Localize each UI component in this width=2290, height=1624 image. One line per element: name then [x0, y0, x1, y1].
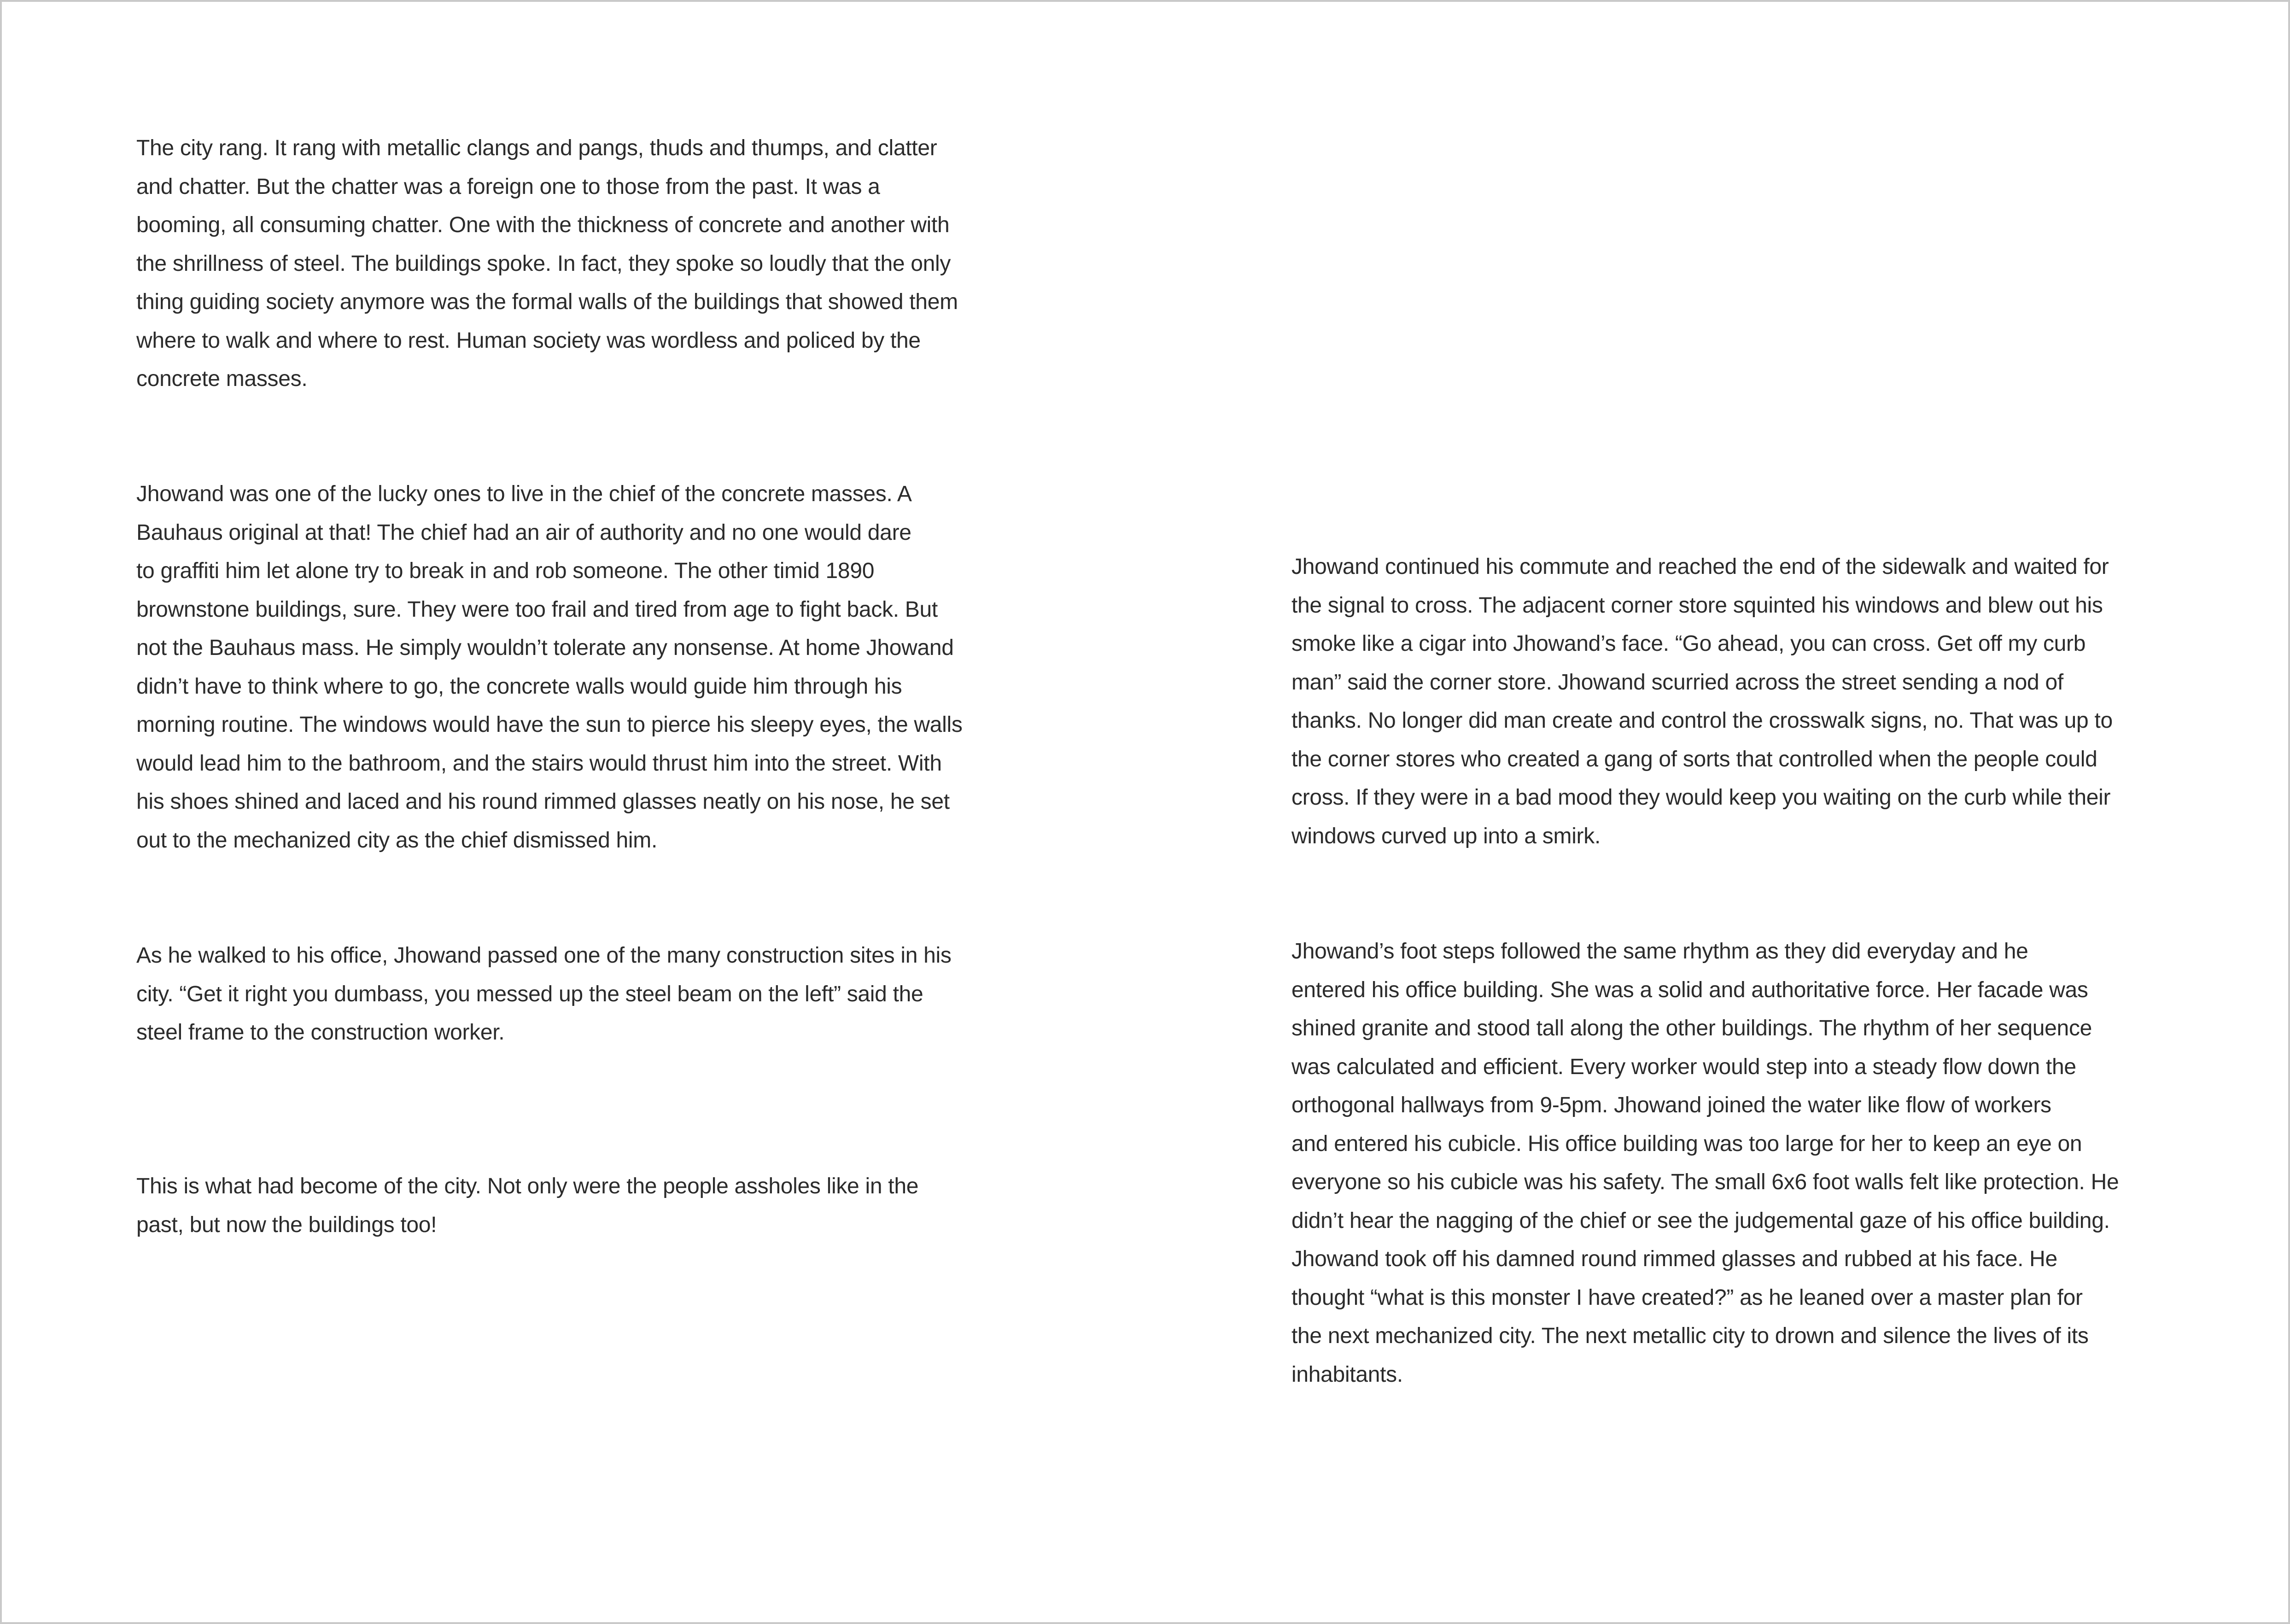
paragraph-office-building: Jhowand’s foot steps followed the same rhythm as they did everyday and he entered his office building. She was a solid and authoritative force. Her facade was shined granite and stood tall along the other buildings. The rhythm of her sequence was calculated and efficient. Every worker would step into a steady flow down the orthogonal hallways from 9-5pm. Jhowand joined the water like flow of workers and entered his cubicle. His office building was too large for her to keep an eye on everyone so his cubicle was his safety. The small 6x6 foot walls felt like protection. He didn’t hear the nagging of the chief or see the judgemental gaze of his office building. Jhowand took off his damned round rimmed glasses and rubbed at his face. He thought “what is this monster I have created?” as he leaned over a master plan for the next mechanized city. The next metallic city to drown and silence the lives of its inhabitants.: [1291, 939, 2119, 1387]
paragraph-city-rang: The city rang. It rang with metallic clangs and pangs, thuds and thumps, and clatter and chatter. But the chatter was a foreign one to those from the past. It was a booming, all consuming chatter. One with the thickness of concrete and another with the shrillness of steel. The buildings spoke. In fact, they spoke so loudly that the only thing guiding society anymore was the formal walls of the buildings that showed them where to walk and where to rest. Human society was wordless and policed by the concrete masses.: [136, 136, 958, 391]
paragraph-construction-site: As he walked to his office, Jhowand passed one of the many construction sites in his city. “Get it right you dumbass, you messed up the steel beam on the left” said the steel frame to the construction worker.: [136, 943, 952, 1045]
paragraph-commute: Jhowand continued his commute and reached the end of the sidewalk and waited for the signal to cross. The adjacent corner store squinted his windows and blew out his smoke like a cigar into Jhowand’s face. “Go ahead, you can cross. Get off my curb man” said the corner store. Jhowand scurried across the street sending a nod of thanks. No longer did man create and control the crosswalk signs, no. That was up to the corner stores who created a gang of sorts that controlled when the people could cross. If they were in a bad mood they would keep you waiting on the curb while their windows curved up into a smirk.: [1291, 555, 2113, 848]
paragraph-city-become: This is what had become of the city. Not only were the people assholes like in the past, but now the buildings too!: [136, 1174, 919, 1237]
paragraph-jhowand-home: Jhowand was one of the lucky ones to live in the chief of the concrete masses. A Bauhaus original at that! The chief had an air of authority and no one would dare to graffiti him let alone try to break in and rob someone. The other timid 1890 brownstone buildings, sure. They were too frail and tired from age to fight back. But not the Bauhaus mass. He simply wouldn’t tolerate any nonsense. At home Jhowand didn’t have to think where to go, the concrete walls would guide him through his morning routine. The windows would have the sun to pierce his sleepy eyes, the walls would lead him to the bathroom, and the stairs would thrust him into the street. With his shoes shined and laced and his round rimmed glasses neatly on his nose, he set out to the mechanized city as the chief dismissed him.: [136, 482, 963, 853]
